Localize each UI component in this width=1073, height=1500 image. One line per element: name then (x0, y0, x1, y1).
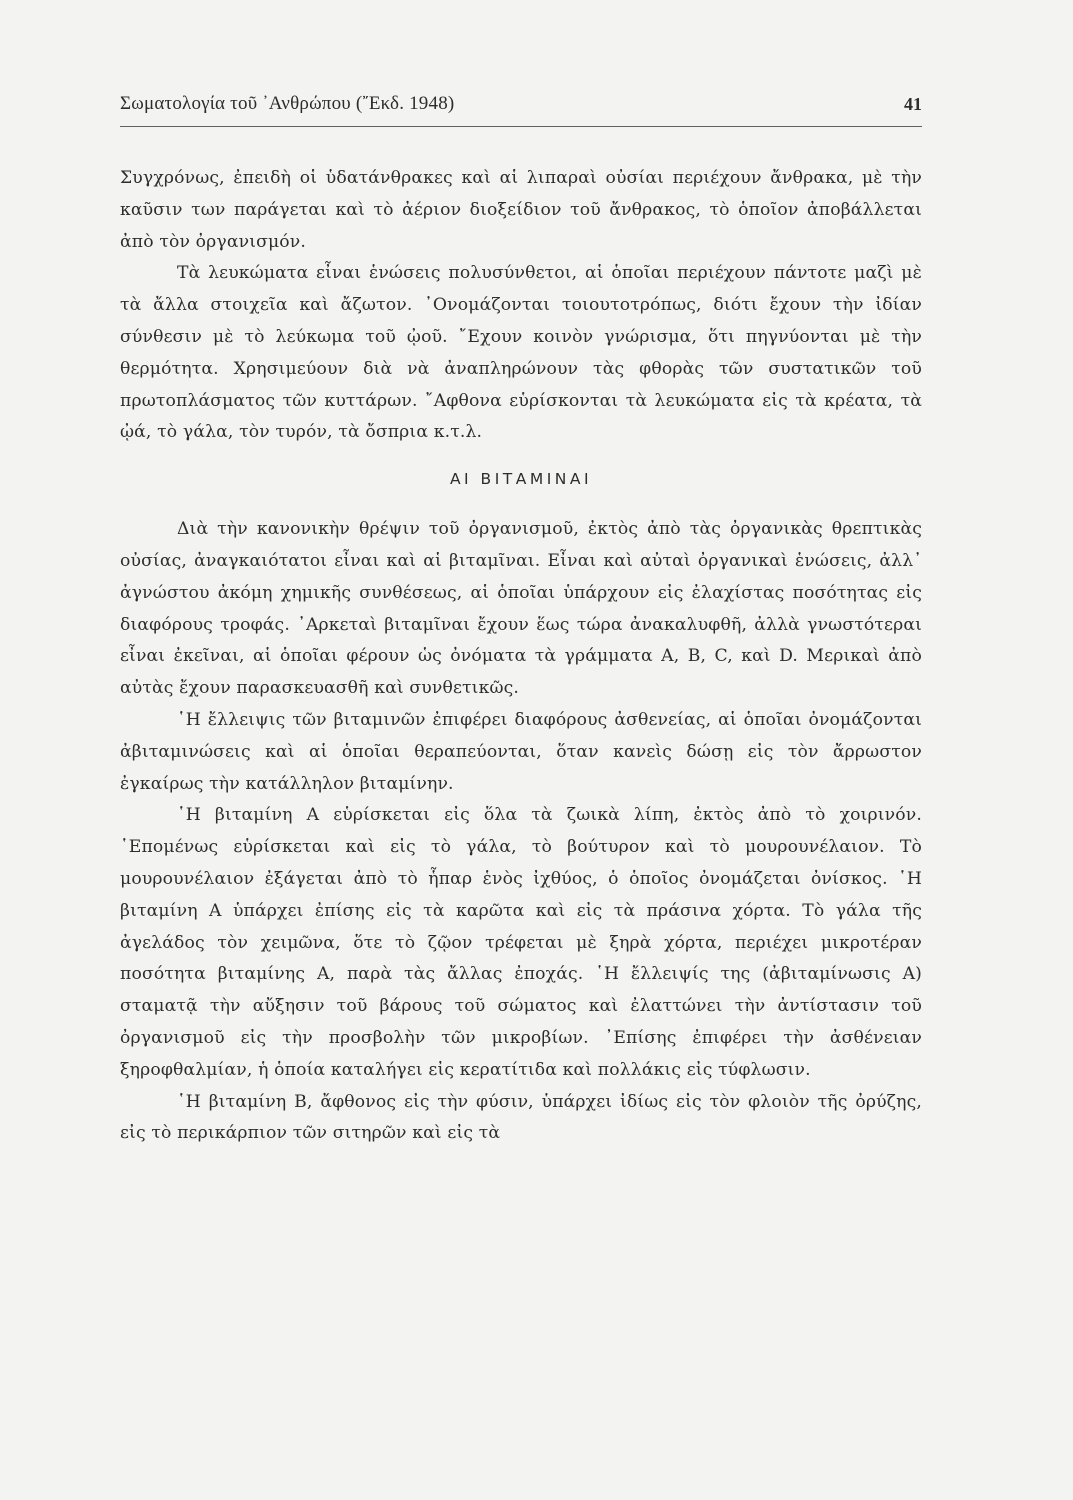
paragraph-carbon-dioxide: Συγχρόνως, ἐπειδὴ οἱ ὑδατάνθρακες καὶ αἱ λιπαραὶ οὐσίαι περιέχουν ἄνθρακα, μὲ τὴν καῦσιν των παράγεται καὶ τὸ ἀέριον διοξείδιον τοῦ ἄνθρακος, τὸ ὁποῖον ἀποβάλλεται ἀπὸ τὸν ὀργανισμόν. (120, 168, 922, 252)
paragraph-vitamins-intro: Διὰ τὴν κανονικὴν θρέψιν τοῦ ὀργανισμοῦ, ἐκτὸς ἀπὸ τὰς ὀργανικὰς θρεπτικὰς οὐσίας, ἀναγκαιότατοι εἶναι καὶ αἱ βιταμῖναι. Εἶναι καὶ αὐταὶ ὀργανικαὶ ἑνώσεις, ἀλλ᾿ ἀγνώστου ἀκόμη χημικῆς συνθέσεως, αἱ ὁποῖαι ὑπάρχουν εἰς ἐλαχίστας ποσότητας εἰς διαφόρους τροφάς. ᾿Αρκεταὶ βιταμῖναι ἔχουν ἕως τώρα ἀνακαλυφθῆ, ἀλλὰ γνωστότεραι εἶναι ἐκεῖναι, αἱ ὁποῖαι φέρουν ὡς ὀνόματα τὰ γράμματα Α, Β, C, καὶ D. Μερικαὶ ἀπὸ αὐτὰς ἔχουν παρασκευασθῆ καὶ συνθετικῶς. (120, 519, 922, 699)
paragraph-proteins: Τὰ λευκώματα εἶναι ἑνώσεις πολυσύνθετοι, αἱ ὁποῖαι περιέχουν πάντοτε μαζὶ μὲ τὰ ἄλλα στοιχεῖα καὶ ἄζωτον. ᾿Ονομάζονται τοιουτοτρόπως, διότι ἔχουν τὴν ἰδίαν σύνθεσιν μὲ τὸ λεύκωμα τοῦ ᾠοῦ. ῎Εχουν κοινὸν γνώρισμα, ὅτι πηγνύονται μὲ τὴν θερμότητα. Χρησιμεύουν διὰ νὰ ἀναπληρώνουν τὰς φθορὰς τῶν συστατικῶν τοῦ πρωτοπλάσματος τῶν κυττάρων. ῎Αφθονα εὑρίσκονται τὰ λευκώματα εἰς τὰ κρέατα, τὰ ᾠά, τὸ γάλα, τὸν τυρόν, τὰ ὄσπρια κ.τ.λ. (120, 263, 922, 443)
page-header (120, 93, 922, 127)
paragraph-vitamin-a: ῾Η βιταμίνη Α εὑρίσκεται εἰς ὅλα τὰ ζωικὰ λίπη, ἐκτὸς ἀπὸ τὸ χοιρινόν. ῾Επομένως εὑρίσκεται καὶ εἰς τὸ γάλα, τὸ βούτυρον καὶ τὸ μουρουνέλαιον. Τὸ μουρουνέλαιον ἐξάγεται ἀπὸ τὸ ἧπαρ ἑνὸς ἰχθύος, ὁ ὁποῖος ὀνομάζεται ὀνίσκος. ῾Η βιταμίνη Α ὑπάρχει ἐπίσης εἰς τὰ καρῶτα καὶ εἰς τὰ πράσινα χόρτα. Τὸ γάλα τῆς ἀγελάδος τὸν χειμῶνα, ὅτε τὸ ζῷον τρέφεται μὲ ξηρὰ χόρτα, περιέχει μικροτέραν ποσότητα βιταμίνης Α, παρὰ τὰς ἄλλας ἐποχάς. ῾Η ἔλλειψίς της (ἀβιταμίνωσις Α) σταματᾷ τὴν αὔξησιν τοῦ βάρους τοῦ σώματος καὶ ἐλαττώνει τὴν ἀντίστασιν τοῦ ὀργανισμοῦ εἰς τὴν προσβολὴν τῶν μικροβίων. ᾿Επίσης ἐπιφέρει τὴν ἀσθένειαν ξηροφθαλμίαν, ἡ ὁποία καταλήγει εἰς κερατίτιδα καὶ πολλάκις εἰς τύφλωσιν. (120, 805, 922, 1080)
paragraph-vitamin-deficiency: ῾Η ἔλλειψις τῶν βιταμινῶν ἐπιφέρει διαφόρους ἀσθενείας, αἱ ὁποῖαι ὀνομάζονται ἀβιταμινώσεις καὶ αἱ ὁποῖαι θεραπεύονται, ὅταν κανεὶς δώσῃ εἰς τὸν ἄρρωστον ἐγκαίρως τὴν κατάλληλον βιταμίνην. (120, 709, 922, 794)
section-heading-vitamins: ΑΙ ΒΙΤΑΜΙΝΑΙ (449, 470, 593, 489)
page-number: 41 (904, 94, 922, 114)
main-text (120, 163, 922, 1150)
paragraph-vitamin-b: ῾Η βιταμίνη Β, ἄφθονος εἰς τὴν φύσιν, ὑπάρχει ἰδίως εἰς τὸν φλοιὸν τῆς ὀρύζης, εἰς τὸ περικάρπιον τῶν σιτηρῶν καὶ εἰς τὰ (120, 1091, 922, 1144)
running-head: Σωματολογία τοῦ ᾿Ανθρώπου (῎Εκδ. 1948) (120, 93, 455, 114)
